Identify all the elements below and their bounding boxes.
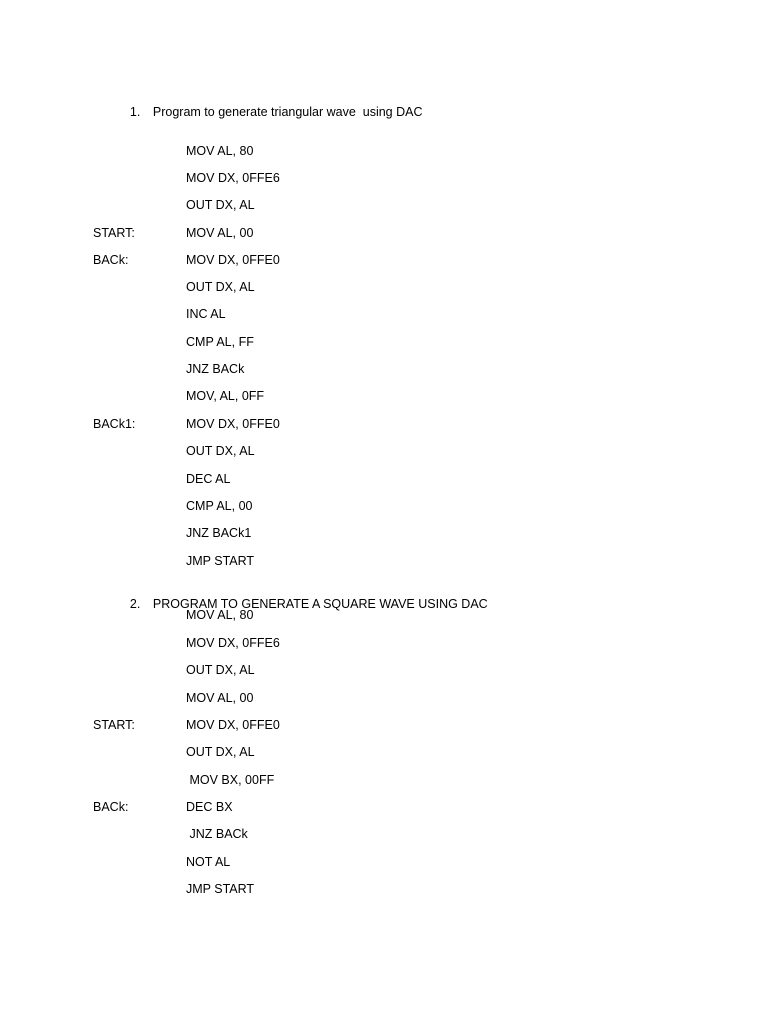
- code-line: [0, 772, 768, 788]
- section-1-number: 1.: [129, 105, 141, 119]
- code-line: [0, 553, 768, 569]
- code-line: [0, 388, 768, 404]
- code-line: [0, 826, 768, 842]
- code-instruction: DEC BX: [186, 800, 233, 814]
- code-instruction: OUT DX, AL: [186, 198, 255, 212]
- code-line: [0, 635, 768, 651]
- code-line: [0, 744, 768, 760]
- code-line: [0, 279, 768, 295]
- code-line: [0, 361, 768, 377]
- code-instruction: MOV DX, 0FFE0: [186, 253, 280, 267]
- code-line: [0, 416, 768, 432]
- code-label: BACk:: [93, 800, 129, 814]
- code-line: [0, 197, 768, 213]
- code-instruction: JNZ BACk: [186, 827, 248, 841]
- code-instruction: MOV DX, 0FFE6: [186, 171, 280, 185]
- code-line: [0, 170, 768, 186]
- section-2-title: PROGRAM TO GENERATE A SQUARE WAVE USING DAC: [152, 597, 488, 611]
- code-label: BACk1:: [93, 417, 136, 431]
- code-instruction: MOV, AL, 0FF: [186, 389, 265, 403]
- code-instruction: CMP AL, 00: [186, 499, 253, 513]
- code-instruction: OUT DX, AL: [186, 663, 255, 677]
- code-line: [0, 662, 768, 678]
- code-instruction: MOV BX, 00FF: [186, 773, 275, 787]
- code-instruction: JNZ BACk1: [186, 526, 252, 540]
- code-instruction: DEC AL: [186, 472, 231, 486]
- code-line: [0, 306, 768, 322]
- code-line: [0, 690, 768, 706]
- code-line: [0, 334, 768, 350]
- code-label: START:: [93, 718, 135, 732]
- code-line: [0, 607, 768, 623]
- code-line: [0, 881, 768, 897]
- section-1-heading: [116, 88, 423, 136]
- code-instruction: NOT AL: [186, 855, 231, 869]
- code-instruction: OUT DX, AL: [186, 444, 255, 458]
- code-line: [0, 799, 768, 815]
- code-line: [0, 854, 768, 870]
- code-line: [0, 252, 768, 268]
- code-instruction: JNZ BACk: [186, 362, 245, 376]
- code-label: START:: [93, 226, 135, 240]
- code-instruction: MOV DX, 0FFE0: [186, 718, 280, 732]
- code-instruction: OUT DX, AL: [186, 280, 255, 294]
- code-line: [0, 225, 768, 241]
- code-line: [0, 498, 768, 514]
- code-line: [0, 717, 768, 733]
- code-instruction: MOV AL, 80: [186, 144, 254, 158]
- section-1-title: Program to generate triangular wave using DAC: [152, 105, 423, 119]
- code-instruction: OUT DX, AL: [186, 745, 255, 759]
- code-instruction: MOV AL, 00: [186, 691, 254, 705]
- code-label: BACk:: [93, 253, 129, 267]
- code-instruction: MOV AL, 00: [186, 226, 254, 240]
- code-line: [0, 525, 768, 541]
- code-instruction: JMP START: [186, 554, 255, 568]
- code-instruction: INC AL: [186, 307, 226, 321]
- code-instruction: MOV DX, 0FFE0: [186, 417, 280, 431]
- code-instruction: JMP START: [186, 882, 255, 896]
- section-2-number: 2.: [129, 597, 141, 611]
- code-instruction: MOV DX, 0FFE6: [186, 636, 280, 650]
- code-instruction: MOV AL, 80: [186, 608, 254, 622]
- code-line: [0, 143, 768, 159]
- code-line: [0, 443, 768, 459]
- code-line: [0, 471, 768, 487]
- code-instruction: CMP AL, FF: [186, 335, 254, 349]
